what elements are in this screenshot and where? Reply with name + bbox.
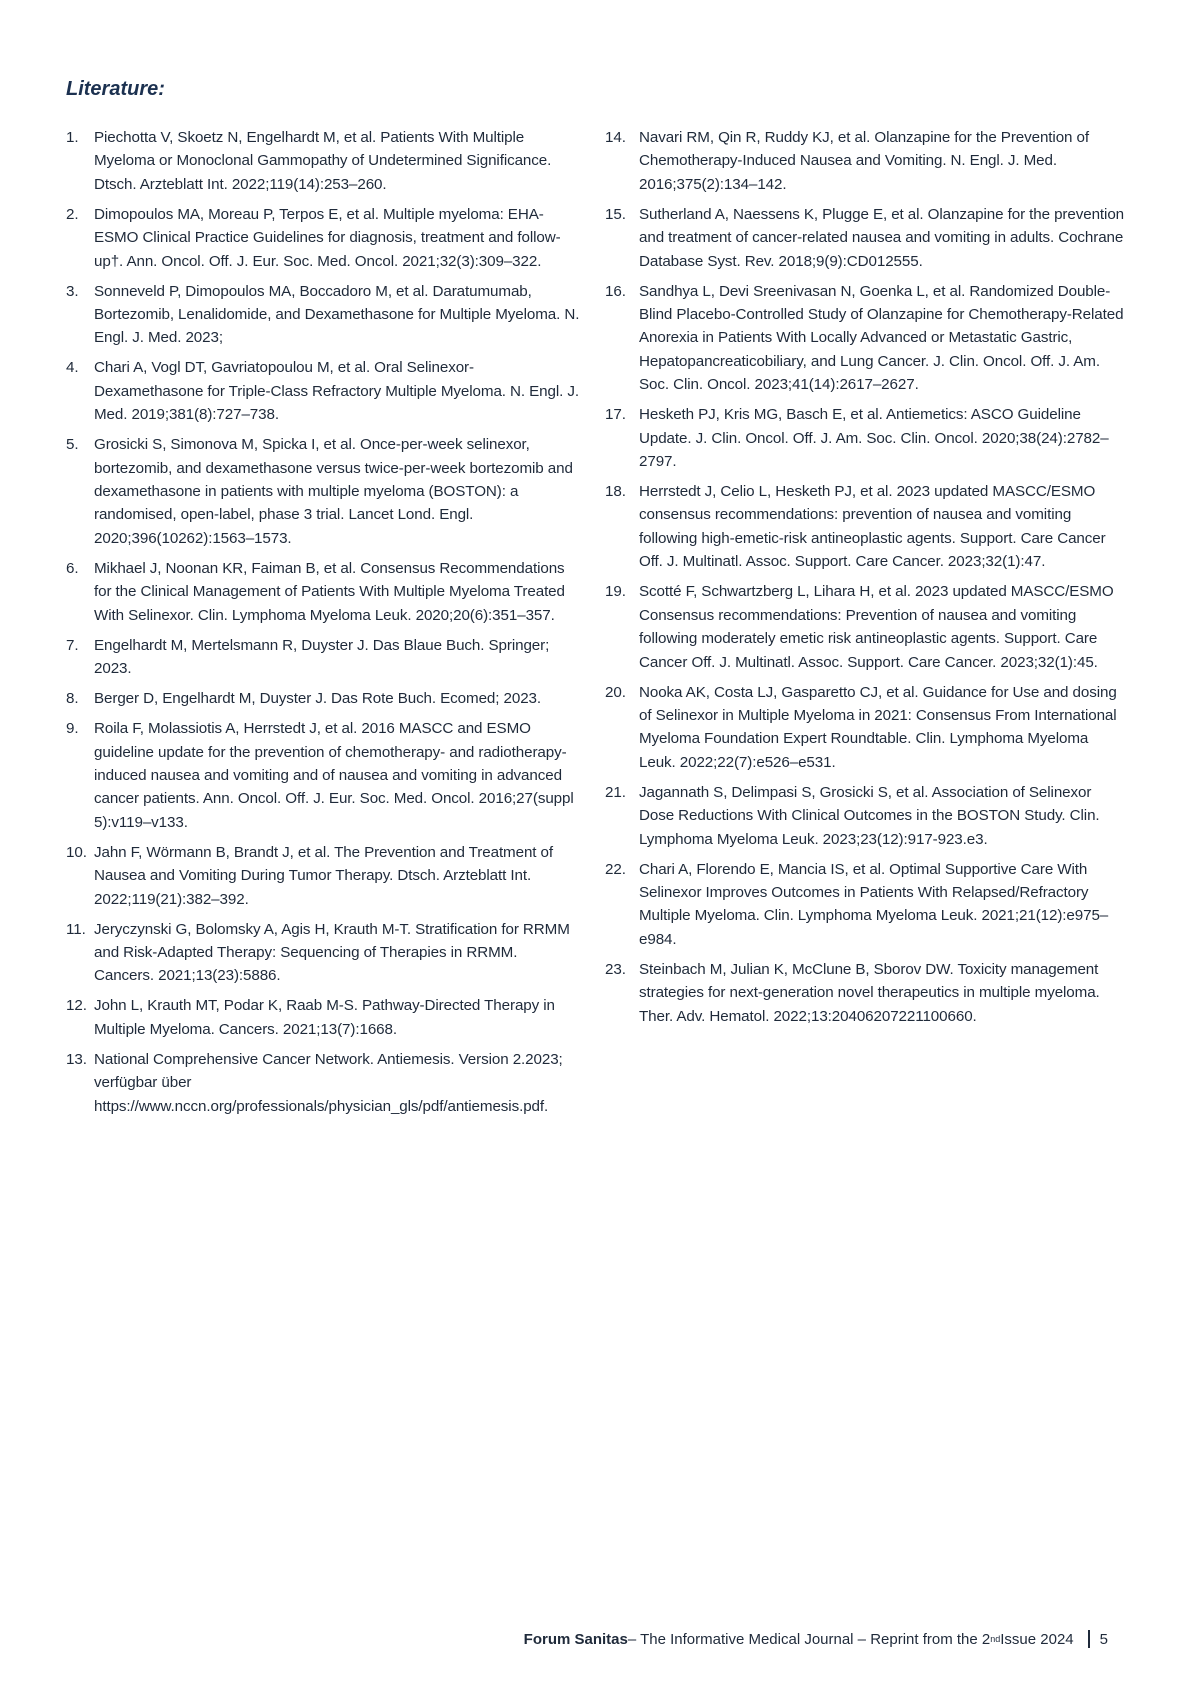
reference-text: Chari A, Florendo E, Mancia IS, et al. Optimal Supportive Care With Selinexor Improves Outcomes in Patients With Relapsed/Refractory Multiple Myeloma. Clin. Lymphoma Myeloma Leuk. 2021;21(12):e975–e984. xyxy=(639,860,1109,948)
reference-item xyxy=(66,557,581,627)
reference-item xyxy=(605,403,1127,473)
reference-text: Jeryczynski G, Bolomsky A, Agis H, Krauth M-T. Stratification for RRMM and Risk-Adapted Therapy: Sequencing of Therapies in RRMM. Cancers. 2021;13(23):5886. xyxy=(94,920,570,985)
reference-text: Herrstedt J, Celio L, Hesketh PJ, et al. 2023 updated MASCC/ESMO consensus recommendations: prevention of nausea and vomiting following high-emetic-risk antineoplastic agents. Support. Care Cancer Off. J. Multinatl. Assoc. Support. Care Cancer. 2023;32(1):47. xyxy=(639,483,1106,571)
reference-number: 22. xyxy=(605,860,626,878)
reference-text: Roila F, Molassiotis A, Herrstedt J, et al. 2016 MASCC and ESMO guideline update for the prevention of chemotherapy- and radiotherapy-induced nausea and vomiting and of nausea and vomiting in advanced cancer patients. Ann. Oncol. Off. J. Eur. Soc. Med. Oncol. 2016;27(suppl 5):v119–v133. xyxy=(94,720,574,831)
reference-text: Navari RM, Qin R, Ruddy KJ, et al. Olanzapine for the Prevention of Chemotherapy-Induced Nausea and Vomiting. N. Engl. J. Med. 2016;375(2):134–142. xyxy=(639,129,1089,193)
reference-text: Nooka AK, Costa LJ, Gasparetto CJ, et al. Guidance for Use and dosing of Selinexor in Multiple Myeloma in 2021: Consensus From International Myeloma Foundation Expert Roundtable. Clin. Lymphoma Myeloma Leuk. 2022;22(7):e526–e531. xyxy=(639,683,1117,771)
reference-number: 10. xyxy=(66,843,87,861)
reference-text: Engelhardt M, Mertelsmann R, Duyster J. Das Blaue Buch. Springer; 2023. xyxy=(94,636,550,678)
reference-number: 6. xyxy=(66,559,79,577)
footer-divider xyxy=(1088,1630,1090,1648)
reference-text: John L, Krauth MT, Podar K, Raab M-S. Pathway-Directed Therapy in Multiple Myeloma. Cancers. 2021;13(7):1668. xyxy=(94,997,555,1038)
journal-name: Forum Sanitas xyxy=(523,1630,628,1648)
reference-number: 14. xyxy=(605,129,626,146)
reference-text: Jahn F, Wörmann B, Brandt J, et al. The Prevention and Treatment of Nausea and Vomiting During Tumor Therapy. Dtsch. Arzteblatt Int. 2022;119(21):382–392. xyxy=(94,843,554,908)
reference-item xyxy=(605,580,1127,674)
reference-item xyxy=(605,681,1127,775)
reference-item xyxy=(66,203,581,273)
reference-number: 4. xyxy=(66,359,79,377)
footer-text: – The Informative Medical Journal – Reprint from the 2 xyxy=(627,1630,991,1648)
reference-number: 17. xyxy=(605,406,626,424)
footer-superscript: nd xyxy=(990,1634,1001,1644)
reference-number: 3. xyxy=(66,282,79,300)
reference-text: Mikhael J, Noonan KR, Faiman B, et al. Consensus Recommendations for the Clinical Management of Patients With Multiple Myeloma Treated With Selinexor. Clin. Lymphoma Myeloma Leuk. 2020;20(6):351–357. xyxy=(94,559,565,624)
reference-item xyxy=(605,203,1127,273)
reference-item xyxy=(66,1048,581,1118)
reference-item xyxy=(66,687,581,710)
reference-text: Piechotta V, Skoetz N, Engelhardt M, et al. Patients With Multiple Myeloma or Monoclonal Gammopathy of Undetermined Significance. Dtsch. Arzteblatt Int. 2022;119(14):253–260. xyxy=(94,129,552,193)
literature-heading: Literature: xyxy=(66,78,165,100)
reference-text: Sandhya L, Devi Sreenivasan N, Goenka L, et al. Randomized Double-Blind Placebo-Controlled Study of Olanzapine for Chemotherapy-Related Anorexia in Patients With Locally Advanced or Metastatic Gastric, Hepatopancreaticobiliary, and Lung Cancer. J. Clin. Oncol. Off. J. Am. Soc. Clin. Oncol. 2023;41(14):2617–2627. xyxy=(639,282,1124,394)
reference-text: Scotté F, Schwartzberg L, Lihara H, et al. 2023 updated MASCC/ESMO Consensus recommendations: Prevention of nausea and vomiting following moderately emetic risk antineoplastic agents. Support. Care Cancer Off. J. Multinatl. Assoc. Support. Care Cancer. 2023;32(1):45. xyxy=(639,583,1114,671)
reference-number: 8. xyxy=(66,690,79,708)
reference-text: Chari A, Vogl DT, Gavriatopoulou M, et al. Oral Selinexor-Dexamethasone for Triple-Class Refractory Multiple Myeloma. N. Engl. J. Med. 2019;381(8):727–738. xyxy=(94,359,579,424)
reference-item xyxy=(66,634,581,681)
reference-item xyxy=(605,280,1127,397)
reference-text: Grosicki S, Simonova M, Spicka I, et al. Once-per-week selinexor, bortezomib, and dexamethasone versus twice-per-week bortezomib and dexamethasone in patients with multiple myeloma (BOSTON): a randomised, open-label, phase 3 trial. Lancet Lond. Engl. 2020;396(10262):1563–1573. xyxy=(94,436,573,547)
reference-item xyxy=(605,858,1127,952)
reference-item xyxy=(605,126,1127,196)
reference-item xyxy=(66,841,581,911)
reference-item xyxy=(66,280,581,350)
reference-number: 16. xyxy=(605,282,626,300)
reference-item xyxy=(605,781,1127,851)
reference-item xyxy=(66,126,581,196)
reference-text: Berger D, Engelhardt M, Duyster J. Das Rote Buch. Ecomed; 2023. xyxy=(94,690,542,708)
reference-text: Jagannath S, Delimpasi S, Grosicki S, et al. Association of Selinexor Dose Reductions With Clinical Outcomes in the BOSTON Study. Clin. Lymphoma Myeloma Leuk. 2023;23(12):917-923.e3. xyxy=(639,783,1100,848)
reference-number: 2. xyxy=(66,205,79,223)
references-left-column xyxy=(66,126,581,1125)
reference-item xyxy=(66,717,581,834)
reference-number: 19. xyxy=(605,583,626,601)
reference-number: 21. xyxy=(605,783,626,801)
reference-text: Hesketh PJ, Kris MG, Basch E, et al. Antiemetics: ASCO Guideline Update. J. Clin. Oncol. Off. J. Am. Soc. Clin. Oncol. 2020;38(24):2782–2797. xyxy=(639,406,1109,471)
reference-number: 1. xyxy=(66,129,79,146)
reference-number: 20. xyxy=(605,683,626,701)
page-number: 5 xyxy=(1099,1630,1108,1648)
page-footer xyxy=(524,1630,1108,1648)
reference-item xyxy=(66,356,581,426)
reference-item xyxy=(66,918,581,988)
reference-number: 7. xyxy=(66,636,79,654)
reference-text: Steinbach M, Julian K, McClune B, Sborov DW. Toxicity management strategies for next-generation novel therapeutics in multiple myeloma. Ther. Adv. Hematol. 2022;13:20406207221100660. xyxy=(639,960,1100,1025)
reference-item xyxy=(605,958,1127,1028)
reference-number: 12. xyxy=(66,997,87,1015)
reference-text: Sonneveld P, Dimopoulos MA, Boccadoro M, et al. Daratumumab, Bortezomib, Lenalidomide, and Dexamethasone for Multiple Myeloma. N. Engl. J. Med. 2023; xyxy=(94,282,580,347)
reference-number: 15. xyxy=(605,205,626,223)
reference-number: 13. xyxy=(66,1050,87,1068)
reference-item xyxy=(605,480,1127,574)
reference-text: National Comprehensive Cancer Network. Antiemesis. Version 2.2023; verfügbar über https://www.nccn.org/professionals/physician_gls/pdf/antiemesis.pdf. xyxy=(94,1050,563,1115)
reference-number: 11. xyxy=(66,920,86,938)
reference-number: 5. xyxy=(66,436,79,454)
reference-number: 18. xyxy=(605,483,626,501)
reference-number: 23. xyxy=(605,960,626,978)
reference-text: Sutherland A, Naessens K, Plugge E, et al. Olanzapine for the prevention and treatment of cancer-related nausea and vomiting in adults. Cochrane Database Syst. Rev. 2018;9(9):CD012555. xyxy=(639,205,1125,270)
reference-item xyxy=(66,994,581,1041)
references-right-column xyxy=(605,126,1127,1035)
footer-text-issue: Issue 2024 xyxy=(1000,1630,1074,1648)
reference-text: Dimopoulos MA, Moreau P, Terpos E, et al. Multiple myeloma: EHA-ESMO Clinical Practice Guidelines for diagnosis, treatment and follow-up†. Ann. Oncol. Off. J. Eur. Soc. Med. Oncol. 2021;32(3):309–322. xyxy=(94,205,561,270)
reference-number: 9. xyxy=(66,720,79,738)
reference-item xyxy=(66,433,581,550)
